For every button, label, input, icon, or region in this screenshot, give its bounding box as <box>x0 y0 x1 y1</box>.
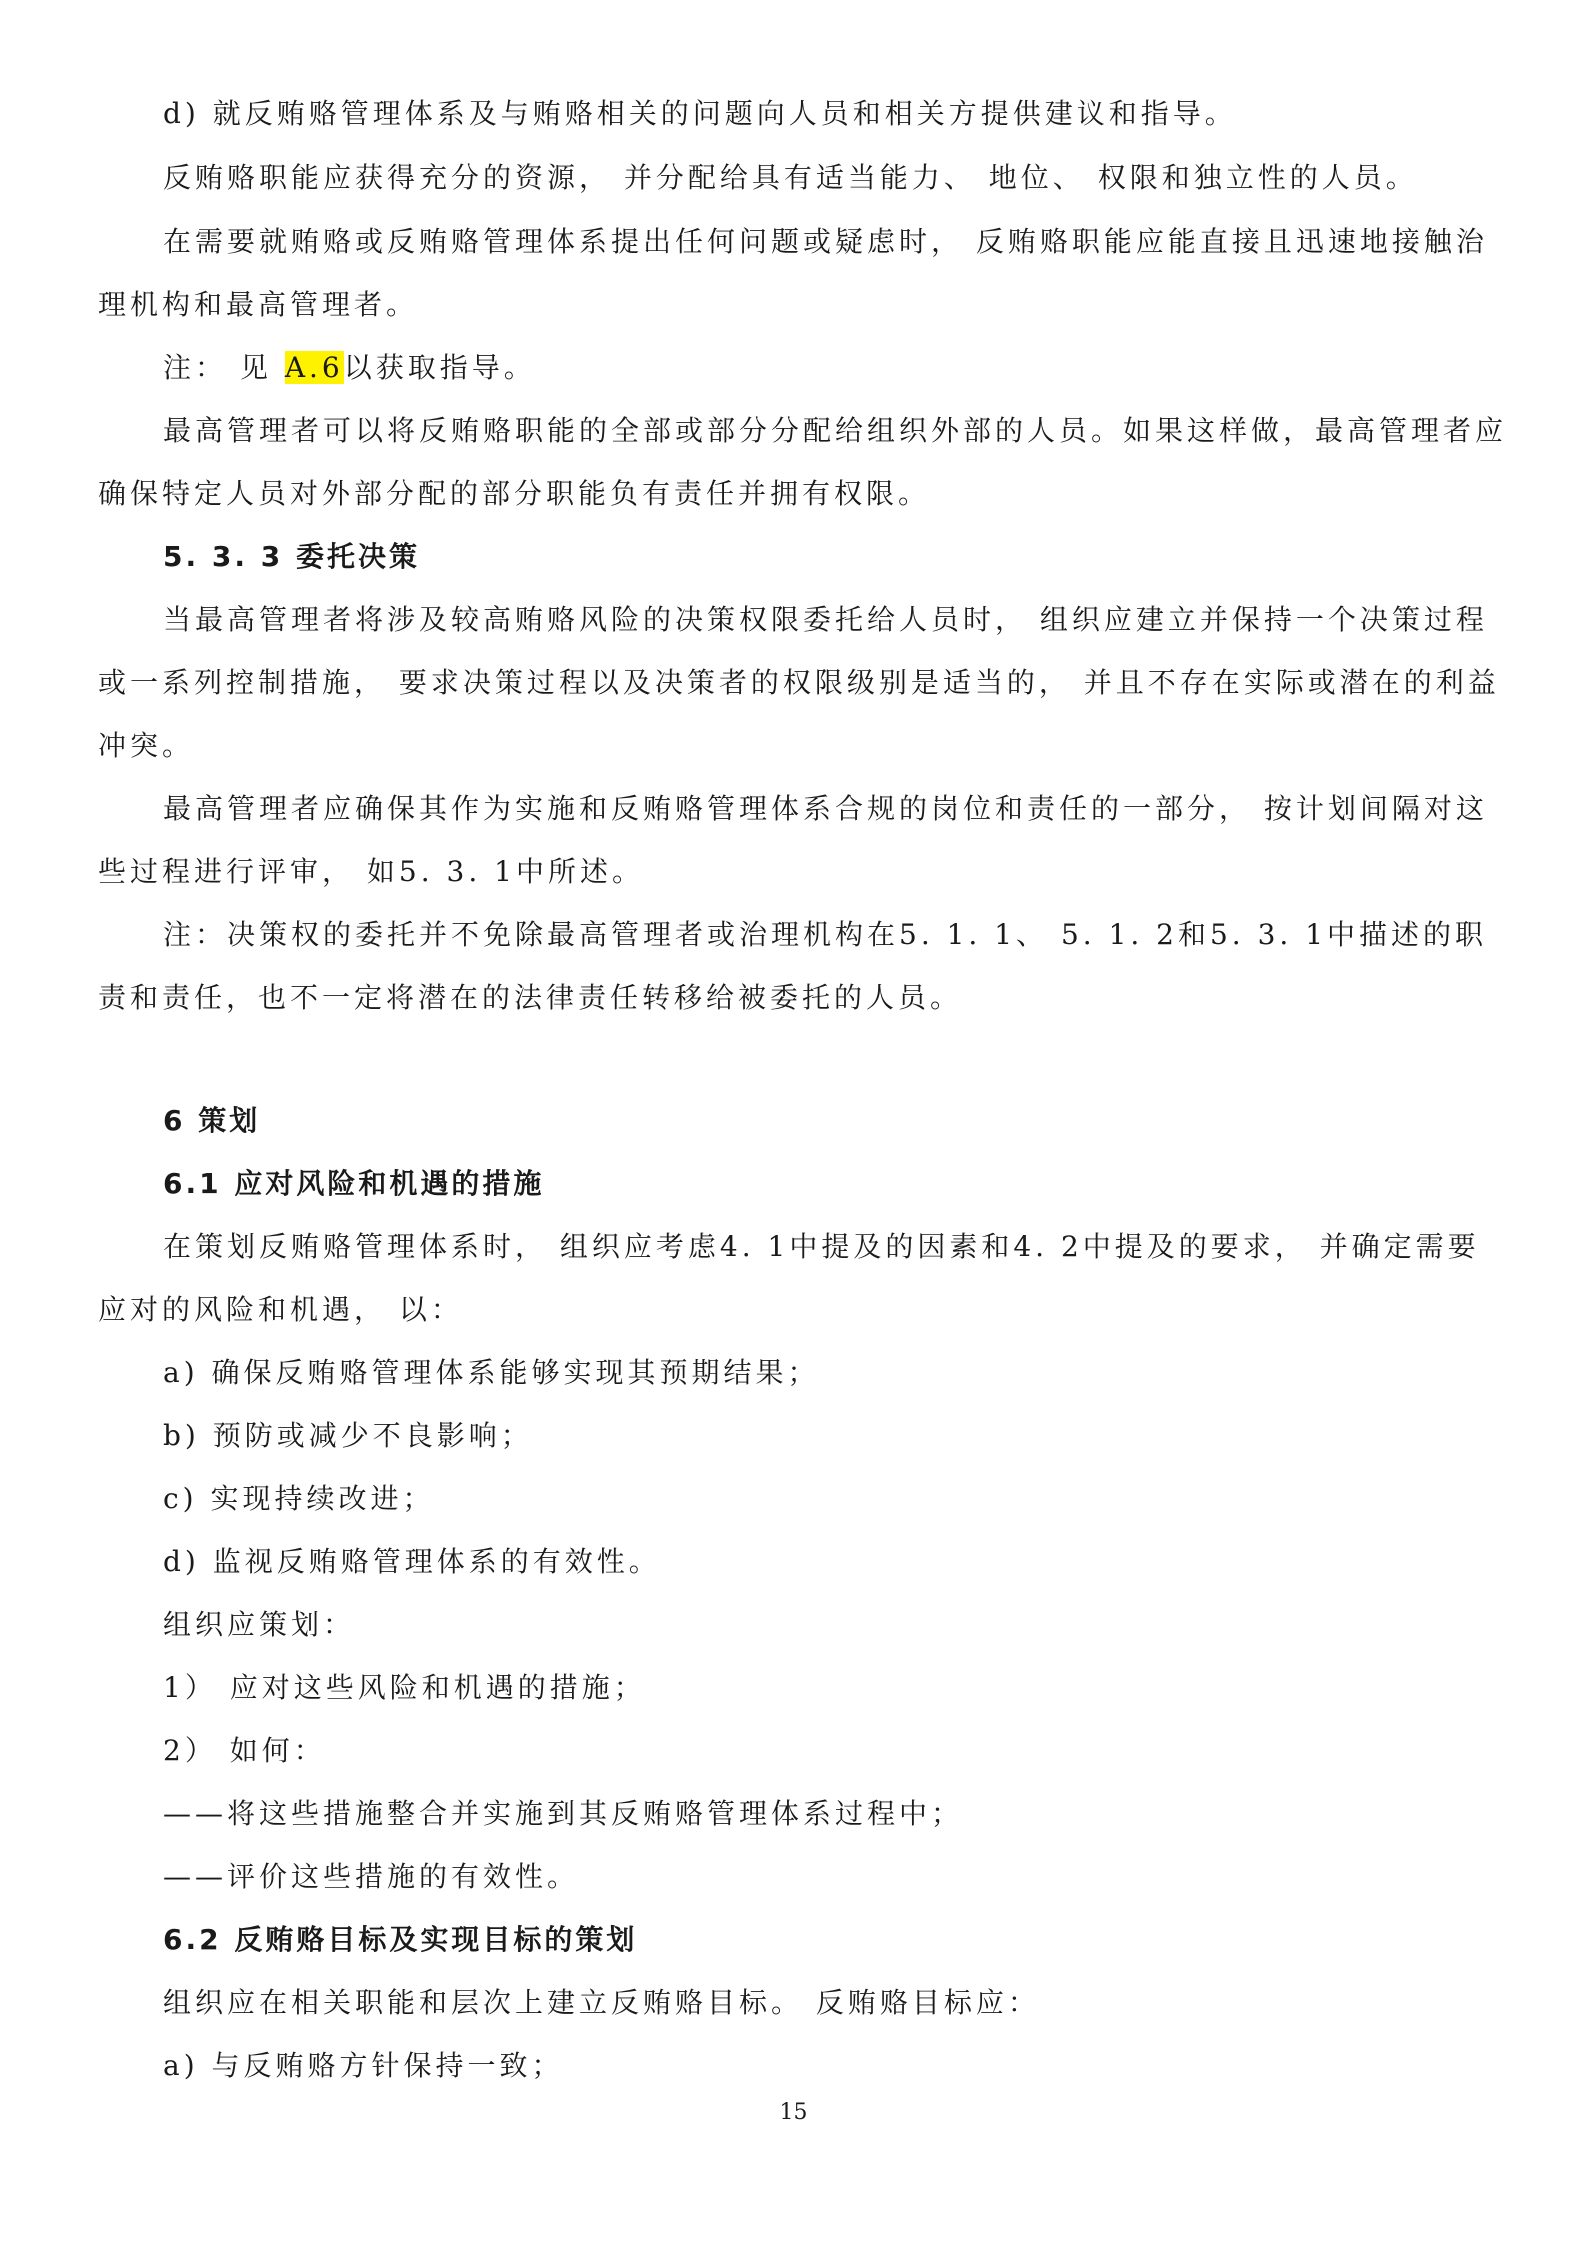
section-heading-5-3-3: 5. 3. 3 委托决策 <box>163 540 420 573</box>
paragraph-access-line1: 在需要就贿赂或反贿赂管理体系提出任何问题或疑虑时， 反贿赂职能应能直接且迅速地接触治 <box>163 225 1488 258</box>
note-prefix: 注： 见 <box>163 351 272 384</box>
paragraph-review-line1: 最高管理者应确保其作为实施和反贿赂管理体系合规的岗位和责任的一部分， 按计划间隔对这 <box>163 792 1488 825</box>
list-item-d: d) 监视反贿赂管理体系的有效性。 <box>163 1545 661 1578</box>
paragraph-delegation-line1: 当最高管理者将涉及较高贿赂风险的决策权限委托给人员时， 组织应建立并保持一个决策过程 <box>163 603 1488 636</box>
note-delegation-line1: 注：决策权的委托并不免除最高管理者或治理机构在5. 1. 1、 5. 1. 2和5. 3. 1中描述的职 <box>163 918 1488 951</box>
paragraph-external-line2: 确保特定人员对外部分配的部分职能负有责任并拥有权限。 <box>98 477 931 510</box>
paragraph-org-plan: 组织应策划： <box>163 1608 356 1641</box>
list-item-2: 2） 如何： <box>163 1734 326 1767</box>
list-item-b: b) 预防或减少不良影响； <box>163 1419 533 1452</box>
note-delegation-line2: 责和责任，也不一定将潜在的法律责任转移给被委托的人员。 <box>98 981 963 1014</box>
paragraph-planning-line1: 在策划反贿赂管理体系时， 组织应考虑4. 1中提及的因素和4. 2中提及的要求， 并确定需要 <box>163 1230 1480 1263</box>
list-item-a-consistent: a) 与反贿赂方针保持一致； <box>163 2049 564 2082</box>
section-heading-6-1: 6.1 应对风险和机遇的措施 <box>163 1167 545 1200</box>
paragraph-delegation-line3: 冲突。 <box>98 729 195 762</box>
paragraph-delegation-line2: 或一系列控制措施， 要求决策过程以及决策者的权限级别是适当的， 并且不存在实际或潜在的利益 <box>98 666 1500 699</box>
list-item-d-advice: d) 就反贿赂管理体系及与贿赂相关的问题向人员和相关方提供建议和指导。 <box>163 97 1237 130</box>
list-item-c: c) 实现持续改进； <box>163 1482 435 1515</box>
paragraph-planning-line2: 应对的风险和机遇， 以： <box>98 1293 463 1326</box>
dash-item-evaluate: ——评价这些措施的有效性。 <box>163 1860 580 1893</box>
section-heading-6: 6 策划 <box>163 1104 261 1137</box>
list-item-1: 1） 应对这些风险和机遇的措施； <box>163 1671 646 1704</box>
paragraph-objectives: 组织应在相关职能和层次上建立反贿赂目标。 反贿赂目标应： <box>163 1986 1040 2019</box>
list-item-a: a) 确保反贿赂管理体系能够实现其预期结果； <box>163 1356 820 1389</box>
note-see-a6 <box>0 348 1587 388</box>
paragraph-review-line2: 些过程进行评审， 如5. 3. 1中所述。 <box>98 855 644 888</box>
paragraph-external-line1: 最高管理者可以将反贿赂职能的全部或部分分配给组织外部的人员。如果这样做，最高管理者应 <box>163 414 1508 447</box>
section-heading-6-2: 6.2 反贿赂目标及实现目标的策划 <box>163 1923 638 1956</box>
paragraph-resources: 反贿赂职能应获得充分的资源， 并分配给具有适当能力、 地位、 权限和独立性的人员。 <box>163 161 1418 194</box>
annex-reference-a6: A.6 <box>284 351 344 384</box>
note-suffix: 以获取指导。 <box>343 351 536 384</box>
paragraph-access-line2: 理机构和最高管理者。 <box>98 288 419 321</box>
page-number: 15 <box>779 2100 808 2125</box>
dash-item-integrate: ——将这些措施整合并实施到其反贿赂管理体系过程中； <box>163 1797 964 1830</box>
